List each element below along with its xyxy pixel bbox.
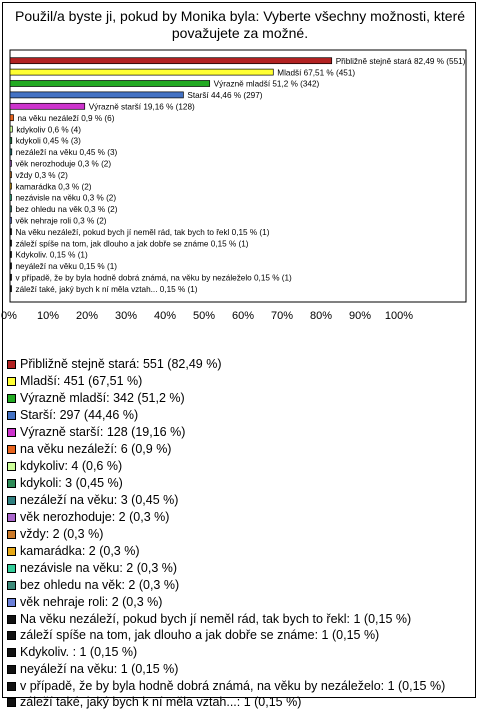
x-tick-label: 60% [231,310,255,322]
x-tick-label: 40% [153,310,177,322]
legend-label: v případě, že by byla hodně dobrá známá, na věku by nezáleželo: 1 (0,15 %) [20,679,446,693]
legend-item [7,407,473,424]
legend-item [7,390,473,407]
bar [10,217,12,223]
legend-label: Výrazně starší: 128 (19,16 %) [20,425,186,439]
legend-item [7,526,473,543]
x-tick-label: 20% [75,310,99,322]
legend-label: kamarádka: 2 (0,3 %) [20,544,140,558]
legend-swatch [7,631,16,640]
legend-label: kdykoli: 3 (0,45 %) [20,476,123,490]
x-tick-label: 70% [270,310,294,322]
data-label: Výrazně starší 19,16 % (128) [88,102,195,112]
data-label: Starší 44,46 % (297) [187,91,263,101]
data-label: Na věku nezáleží, pokud bych jí neměl rád, tak bych to řekl 0,15 % (1) [15,227,270,237]
legend-item [7,356,473,373]
legend-swatch [7,479,16,488]
legend-label: Starší: 297 (44,46 %) [20,408,139,422]
x-tick-label: 10% [36,310,60,322]
legend-label: věk nehraje roli: 2 (0,3 %) [20,595,163,609]
legend-swatch [7,581,16,590]
legend-swatch [7,428,16,437]
data-label: kdykoli 0,45 % (3) [15,136,81,146]
legend-item [7,458,473,475]
legend-label: Přibližně stejně stará: 551 (82,49 %) [20,357,222,371]
data-label: vždy 0,3 % (2) [15,170,68,180]
data-label: Přibližně stejně stará 82,49 % (551) [335,56,466,66]
legend-label: bez ohledu na věk: 2 (0,3 %) [20,578,180,592]
bar [10,286,12,292]
bar [10,183,12,189]
data-label: v případě, že by byla hodně dobrá známá, na věku by nezáleželo 0,15 % (1) [15,273,292,283]
data-label: záleží spíše na tom, jak dlouho a jak dobře se známe 0,15 % (1) [15,239,249,249]
legend-label: nezáleží na věku: 3 (0,45 %) [20,493,179,507]
bar [10,138,12,144]
bar [10,252,12,258]
data-label: Kdykoliv. 0,15 % (1) [15,250,88,260]
legend-item [7,543,473,560]
legend-item [7,509,473,526]
data-label: bez ohledu na věk 0,3 % (2) [15,205,118,215]
bar [10,126,12,132]
legend-swatch [7,411,16,420]
legend-label: Výrazně mladší: 342 (51,2 %) [20,391,185,405]
legend-swatch [7,648,16,657]
legend-swatch [7,615,16,624]
legend-label: Na věku nezáleží, pokud bych jí neměl rád, tak bych to řekl: 1 (0,15 %) [20,612,412,626]
bar [10,172,12,178]
legend-swatch [7,682,16,691]
legend-label: záleží také, jaký bych k ní měla vztah...: 1 (0,15 %) [20,695,302,709]
legend-swatch [7,547,16,556]
data-label: Mladší 67,51 % (451) [277,68,356,78]
bar [10,160,12,166]
legend-label: na věku nezáleží: 6 (0,9 %) [20,442,172,456]
data-label: nezávisle na věku 0,3 % (2) [15,193,117,203]
bar [10,69,273,75]
legend-swatch [7,360,16,369]
x-tick-label: 80% [309,310,333,322]
x-tick-label: 50% [192,310,216,322]
legend-swatch [7,394,16,403]
bar [10,58,332,64]
legend-swatch [7,462,16,471]
data-label: věk nehraje roli 0,3 % (2) [15,216,107,226]
bar [10,195,12,201]
bar [10,115,14,121]
legend-swatch [7,496,16,505]
legend-item [7,577,473,594]
bar [10,81,210,87]
data-label: záleží také, jaký bych k ní měla vztah... 0,15 % (1) [15,284,198,294]
legend-swatch [7,513,16,522]
legend-item [7,678,473,694]
x-tick-label: 100% [384,310,414,322]
x-tick-label: 90% [348,310,372,322]
x-tick-label: 0% [1,310,17,322]
legend-item [7,627,473,644]
data-label: na věku nezáleží 0,9 % (6) [17,113,115,123]
bar-chart [0,0,480,352]
legend-item [7,661,473,678]
chart-title: Použil/a byste ji, pokud by Monika byla: Vyberte všechny možnosti, které považujete za možné. [14,8,466,41]
bar [10,263,12,269]
legend-item [7,611,473,627]
legend-label: Kdykoliv. : 1 (0,15 %) [20,645,138,659]
legend-label: nezávisle na věku: 2 (0,3 %) [20,561,178,575]
chart-legend [7,356,473,711]
data-label: kamarádka 0,3 % (2) [15,182,92,192]
legend-item [7,475,473,492]
bar [10,92,183,98]
data-label: neyáleží na věku 0,15 % (1) [15,262,117,272]
legend-item [7,424,473,441]
legend-swatch [7,377,16,386]
legend-swatch [7,564,16,573]
legend-label: věk nerozhoduje: 2 (0,3 %) [20,510,170,524]
data-label: Výrazně mladší 51,2 % (342) [213,79,320,89]
legend-item [7,560,473,577]
legend-swatch [7,530,16,539]
legend-label: Mladší: 451 (67,51 %) [20,374,143,388]
legend-label: neyáleží na věku: 1 (0,15 %) [20,662,179,676]
data-label: nezáleží na věku 0,45 % (3) [15,148,118,158]
legend-swatch [7,698,16,707]
legend-label: vždy: 2 (0,3 %) [20,527,104,541]
data-label: kdykoliv 0,6 % (4) [16,125,81,135]
bar [10,229,12,235]
legend-swatch [7,665,16,674]
legend-label: záleží spíše na tom, jak dlouho a jak dobře se známe: 1 (0,15 %) [20,628,380,642]
legend-item [7,594,473,611]
legend-item [7,694,473,711]
legend-item [7,441,473,458]
bar [10,149,12,155]
x-tick-label: 30% [114,310,138,322]
data-label: věk nerozhoduje 0,3 % (2) [15,159,112,169]
legend-item [7,373,473,390]
legend-swatch [7,445,16,454]
bar [10,240,12,246]
bar [10,274,12,280]
bar [10,103,85,109]
legend-swatch [7,598,16,607]
legend-label: kdykoliv: 4 (0,6 %) [20,459,123,473]
bar [10,206,12,212]
legend-item [7,644,473,661]
legend-item [7,492,473,509]
